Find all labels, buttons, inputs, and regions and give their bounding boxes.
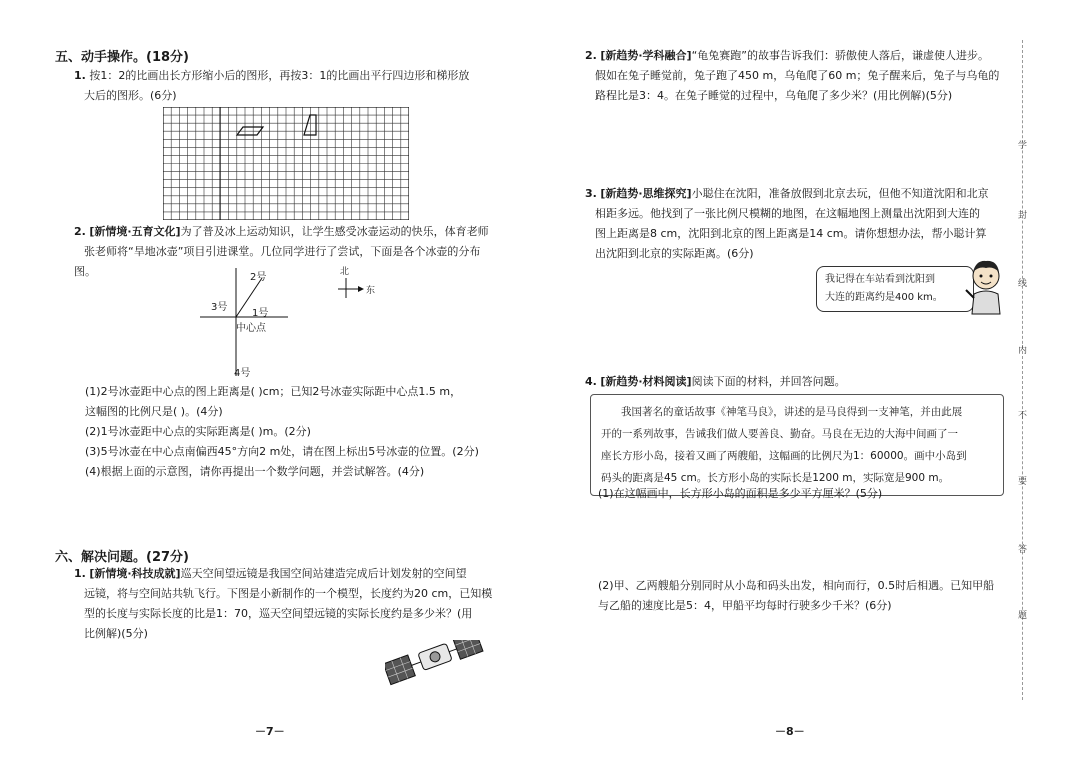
speech-bubble	[816, 266, 974, 312]
question-text: 小聪住在沈阳，准备放假到北京去玩，但他不知道沈阳和北京	[691, 187, 989, 200]
question-text: 张老师将“旱地冰壶”项目引进课堂。几位同学进行了尝试，下面是各个冰壶的分布图。	[74, 245, 481, 278]
sub-question-3: (3)5号冰壶在中心点南偏西45°方向2 m处，请在图上标出5号冰壶的位置。(2分)	[85, 445, 479, 458]
question-text: 出沈阳到北京的实际距离。(6分)	[595, 247, 754, 260]
sub-question-4: (4)根据上面的示意图，请你再提出一个数学问题，并尝试解答。(4分)	[85, 465, 425, 478]
question-6-1	[74, 564, 499, 644]
telescope-illustration	[385, 640, 490, 702]
binding-char: 答	[1018, 545, 1028, 555]
question-5-2-subquestions	[85, 382, 500, 482]
question-r-3	[585, 184, 1010, 264]
question-r-4	[585, 372, 1010, 392]
curling-3-label: 3号	[211, 302, 228, 313]
question-text: 按1：2的比画出长方形缩小后的图形，再按3：1的比画出平行四边形和梯形放	[89, 69, 470, 82]
question-text: 假如在兔子睡觉前，兔子跑了450 m，乌龟爬了60 m；兔子醒来后，兔子与乌龟的	[595, 69, 1000, 82]
question-text: 巡天空间望远镜是我国空间站建造完成后计划发射的空间望	[180, 567, 467, 580]
center-point-label: 中心点	[236, 323, 266, 334]
question-r-2	[585, 46, 1010, 106]
question-text: “龟兔赛跑”的故事告诉我们：骄傲使人落后，谦虚使人进步。	[691, 49, 989, 62]
question-tag: [新趋势·学科融合]	[600, 49, 692, 62]
section-5-title: 五、动手操作。(18分)	[55, 50, 189, 65]
boy-illustration	[964, 258, 1008, 316]
binding-char: 学	[1018, 141, 1028, 151]
sub-question-2: (2)1号冰壶距中心点的实际距离是( )m。(2分)	[85, 425, 311, 438]
question-text: 远镜，将与空间站共轨飞行。下图是小新制作的一个模型，长度约为20 cm，已知模	[84, 587, 493, 600]
reading-line: 座长方形小岛，接着又画了两艘船，这幅画的比例尺为1：60000。画中小岛到	[601, 450, 967, 462]
curling-diagram	[198, 264, 398, 384]
question-number: 3.	[585, 187, 597, 200]
question-text: 比例解)(5分)	[84, 627, 148, 640]
question-r-4-sub1: (1)在这幅画中，长方形小岛的面积是多少平方厘米？(5分)	[598, 487, 883, 500]
question-tag: [新趋势·材料阅读]	[600, 375, 692, 388]
question-text: 路程比是3：4。在兔子睡觉的过程中，乌龟爬了多少米？(用比例解)(5分)	[595, 89, 953, 102]
question-text: 为了普及冰上运动知识，让学生感受冰壶运动的快乐，体育老师	[180, 225, 489, 238]
question-text: 相距多远。他找到了一张比例尺模糊的地图，在这幅地图上测量出沈阳到大连的	[595, 207, 980, 220]
question-r-4-sub2	[598, 576, 1018, 616]
question-text: 型的长度与实际长度的比是1：70，巡天空间望远镜的实际长度约是多少米？(用	[84, 607, 473, 620]
question-number: 1.	[74, 567, 86, 580]
section-6-title: 六、解决问题。(27分)	[55, 550, 189, 565]
binding-char: 封	[1018, 211, 1028, 221]
question-text: 图上距离是8 cm，沈阳到北京的图上距离是14 cm。请你想想办法，帮小聪计算	[595, 227, 987, 240]
question-tag: [新情境·科技成就]	[89, 567, 181, 580]
reading-line: 码头的距离是45 cm。长方形小岛的实际长是1200 m，实际宽是900 m。	[601, 472, 950, 484]
curling-4-label: 4号	[234, 368, 251, 379]
binding-char: 要	[1018, 477, 1028, 487]
drawing-grid	[163, 107, 409, 220]
question-5-1	[74, 66, 494, 106]
curling-1-label: 1号	[252, 308, 269, 319]
sub-question-text: (2)甲、乙两艘船分别同时从小岛和码头出发，相向而行，0.5时后相遇。已知甲船	[598, 579, 995, 592]
binding-labels	[1013, 0, 1033, 764]
sub-question-1-cont: 这幅图的比例尺是( )。(4分)	[85, 405, 223, 418]
question-number: 1.	[74, 69, 86, 82]
binding-char: 题	[1018, 611, 1028, 621]
question-tag: [新情境·五育文化]	[89, 225, 181, 238]
reading-material-box	[590, 394, 1004, 496]
question-number: 2.	[74, 225, 86, 238]
bubble-line: 大连的距离约是400 km。	[825, 292, 943, 303]
question-text: 大后的图形。(6分)	[84, 89, 177, 102]
question-tag: [新趋势·思维探究]	[600, 187, 692, 200]
bubble-line: 我记得在车站看到沈阳到	[825, 274, 935, 285]
compass-east-label: 东	[366, 286, 376, 296]
question-number: 4.	[585, 375, 597, 388]
binding-char: 不	[1018, 411, 1028, 421]
reading-line: 开的一系列故事，告诫我们做人要善良、勤奋。马良在无边的大海中间画了一	[601, 428, 958, 440]
page-number-right: －8－	[775, 725, 805, 738]
reading-line: 我国著名的童话故事《神笔马良》，讲述的是马良得到一支神笔，并由此展	[621, 406, 963, 418]
sub-question-1: (1)2号冰壶距中心点的图上距离是( )cm；已知2号冰壶实际距中心点1.5 m，	[85, 385, 462, 398]
sub-question-text: 与乙船的速度比是5：4，甲船平均每时行驶多少千米？(6分)	[598, 599, 892, 612]
page-number-left: －7－	[255, 725, 285, 738]
compass-north-label: 北	[340, 267, 350, 277]
binding-char: 内	[1018, 346, 1028, 356]
question-number: 2.	[585, 49, 597, 62]
question-text: 阅读下面的材料，并回答问题。	[691, 375, 846, 388]
curling-2-label: 2号	[250, 272, 267, 283]
binding-char: 线	[1018, 279, 1028, 289]
trapezoid-shape	[304, 115, 316, 135]
